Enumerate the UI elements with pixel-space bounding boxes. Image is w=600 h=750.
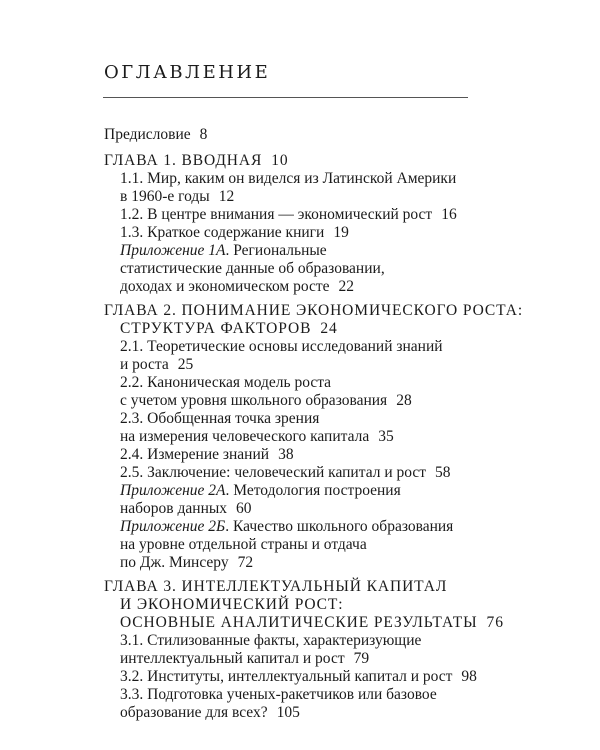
appendix-title: . Качество школьного образования (225, 518, 454, 535)
toc-appendix-1a-cont2[interactable] (120, 278, 354, 296)
toc-section-2-1[interactable] (120, 338, 443, 356)
toc-appendix-2b-cont2[interactable] (120, 554, 253, 572)
page-number: 79 (353, 650, 370, 667)
toc-section-3-1-cont[interactable] (120, 650, 369, 668)
chapter-heading: ГЛАВА 3. ИНТЕЛЛЕКТУАЛЬНЫЙ КАПИТАЛ (104, 578, 448, 595)
appendix-title: по Дж. Минсеру (120, 554, 229, 571)
section-title: 1.1. Мир, каким он виделся из Латинской Америки (120, 170, 457, 187)
section-title: 3.3. Подготовка ученых-ракетчиков или базовое (120, 686, 437, 703)
toc-section-2-5[interactable] (120, 464, 451, 482)
section-title: 2.4. Измерение знаний (120, 446, 270, 463)
toc-chapter-2[interactable] (104, 302, 523, 320)
appendix-label: Приложение 1А (120, 242, 226, 259)
section-title: 3.1. Стилизованные факты, характеризующие (120, 632, 422, 649)
page-number: 105 (276, 704, 300, 721)
toc-appendix-2b[interactable] (120, 518, 453, 536)
toc-chapter-3-cont[interactable] (120, 596, 344, 614)
appendix-title: . Методология построения (225, 482, 401, 499)
page-number: 72 (237, 554, 254, 571)
toc-section-2-1-cont[interactable] (120, 356, 193, 374)
page-number: 22 (338, 278, 355, 295)
toc-section-3-3[interactable] (120, 686, 437, 704)
page-number: 19 (333, 224, 349, 241)
toc-section-1-1[interactable] (120, 170, 456, 188)
toc-chapter-1[interactable] (104, 152, 289, 170)
appendix-label: Приложение 2Б (120, 518, 226, 535)
toc-section-1-3[interactable] (120, 224, 349, 242)
chapter-heading: ОСНОВНЫЕ АНАЛИТИЧЕСКИЕ РЕЗУЛЬТАТЫ (120, 614, 478, 631)
toc-section-2-2[interactable] (120, 374, 331, 392)
toc-section-1-2[interactable] (120, 206, 457, 224)
toc-appendix-2a-cont[interactable] (120, 500, 252, 518)
section-title: 1.3. Краткое содержание книги (120, 224, 325, 241)
page-number: 58 (435, 464, 451, 481)
page-number: 25 (177, 356, 194, 373)
toc-chapter-3[interactable] (104, 578, 447, 596)
section-title: 3.2. Институты, интеллектуальный капитал и рост (120, 668, 453, 685)
section-title: 2.1. Теоретические основы исследований знаний (120, 338, 443, 355)
toc-appendix-1a-cont[interactable] (120, 260, 385, 278)
section-title: образование для всех? (120, 704, 268, 721)
section-title: в 1960-е годы (120, 188, 210, 205)
section-title: 1.2. В центре внимания — экономический рост (120, 206, 433, 223)
toc-section-2-2-cont[interactable] (120, 392, 412, 410)
chapter-heading: И ЭКОНОМИЧЕСКИЙ РОСТ: (120, 596, 344, 613)
page-number: 35 (378, 428, 394, 445)
toc-appendix-1a[interactable] (120, 242, 327, 260)
appendix-title: доходах и экономическом росте (120, 278, 330, 295)
toc-entry-preface[interactable] (104, 126, 207, 144)
page-number: 8 (199, 126, 208, 143)
toc-appendix-2a[interactable] (120, 482, 401, 500)
section-title: 2.5. Заключение: человеческий капитал и рост (120, 464, 427, 481)
section-title: 2.3. Обобщенная точка зрения (120, 410, 320, 427)
toc-section-1-1-cont[interactable] (120, 188, 234, 206)
chapter-heading: ГЛАВА 2. ПОНИМАНИЕ ЭКОНОМИЧЕСКОГО РОСТА: (104, 302, 524, 319)
chapter-heading: СТРУКТУРА ФАКТОРОВ (120, 320, 312, 337)
page-number: 10 (271, 152, 289, 169)
page-number: 38 (278, 446, 294, 463)
title-divider (103, 97, 468, 98)
page-number: 16 (441, 206, 457, 223)
section-title: с учетом уровня школьного образования (120, 392, 388, 409)
toc-section-2-3[interactable] (120, 410, 319, 428)
entry-title: Предисловие (104, 126, 191, 143)
appendix-title: статистические данные об образовании, (120, 260, 385, 277)
section-title: на измерения человеческого капитала (120, 428, 370, 445)
toc-appendix-2b-cont[interactable] (120, 536, 367, 554)
page-number: 60 (236, 500, 252, 517)
toc-section-3-1[interactable] (120, 632, 421, 650)
page-number: 28 (396, 392, 412, 409)
section-title: интеллектуальный капитал и рост (120, 650, 345, 667)
appendix-title: на уровне отдельной страны и отдача (120, 536, 367, 553)
section-title: и роста (120, 356, 169, 373)
page-number: 98 (461, 668, 477, 685)
toc-chapter-2-cont[interactable] (120, 320, 338, 338)
toc-section-2-3-cont[interactable] (120, 428, 394, 446)
page-number: 12 (218, 188, 235, 205)
toc-section-3-2[interactable] (120, 668, 477, 686)
appendix-title: наборов данных (120, 500, 228, 517)
toc-title: ОГЛАВЛЕНИЕ (104, 62, 271, 83)
toc-section-3-3-cont[interactable] (120, 704, 300, 722)
chapter-heading: ГЛАВА 1. ВВОДНАЯ (104, 152, 263, 169)
page-number: 24 (320, 320, 338, 337)
page-number: 76 (486, 614, 504, 631)
toc-section-2-4[interactable] (120, 446, 294, 464)
section-title: 2.2. Каноническая модель роста (120, 374, 332, 391)
appendix-label: Приложение 2А (120, 482, 226, 499)
appendix-title: . Региональные (225, 242, 327, 259)
toc-chapter-3-cont2[interactable] (120, 614, 504, 632)
